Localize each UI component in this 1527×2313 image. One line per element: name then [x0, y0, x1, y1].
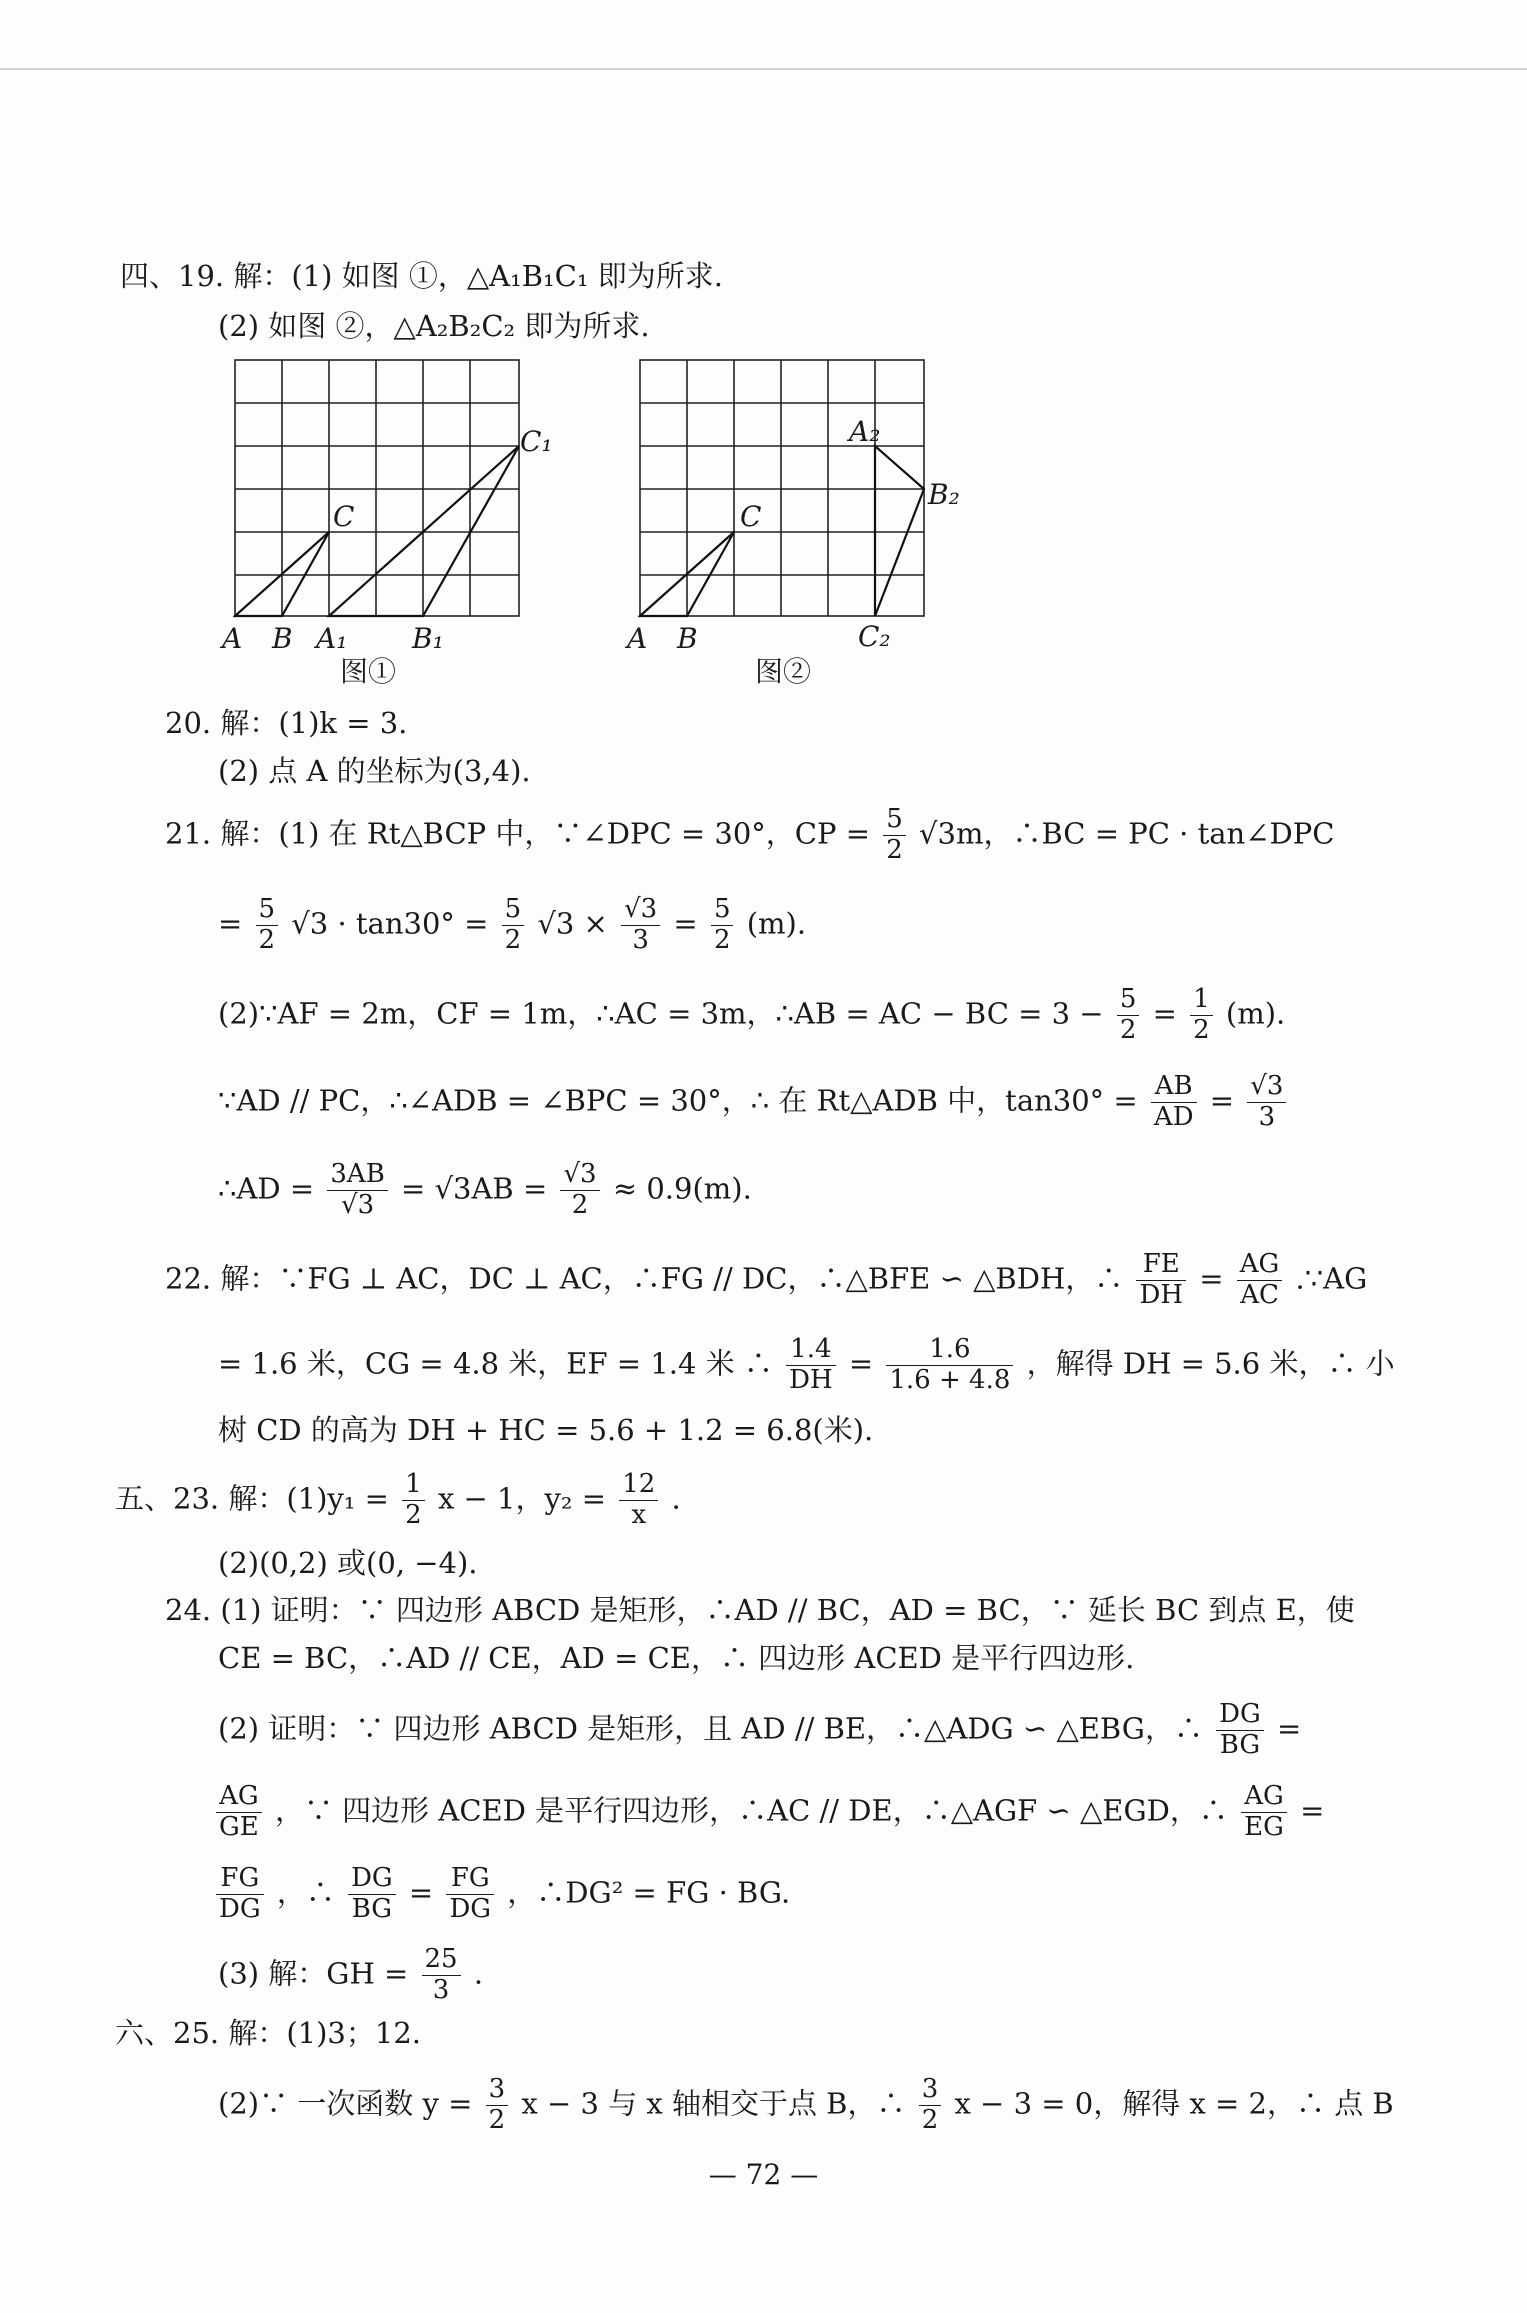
- q22-line2: = 1.6 米，CG = 4.8 米，EF = 1.4 米 ∴ $\frac{1.4}{DH}$ = $\frac{1.6}{1.6 + 4.8}$ ，解得 DH = 5.6 米，∴ 小: [218, 1334, 1395, 1395]
- q21-line2: = $\frac{5}{2}$ √3 · tan30° = $\frac{5}{2}$ √3 × $\frac{√3}{3}$ = $\frac{5}{2}$ (m).: [218, 894, 807, 955]
- fig2-label-a2: A₂: [849, 415, 881, 448]
- q24-line3: (2) 证明：∵ 四边形 ABCD 是矩形，且 AD // BE，∴△ADG ∽ △EBG，∴ $\frac{DG}{BG}$ =: [218, 1699, 1302, 1760]
- q19-part2: (2) 如图 ②，△A₂B₂C₂ 即为所求.: [218, 309, 650, 343]
- q22-line3: 树 CD 的高为 DH + HC = 5.6 + 1.2 = 6.8(米).: [218, 1413, 874, 1447]
- q24-line1: 24. (1) 证明：∵ 四边形 ABCD 是矩形，∴AD // BC，AD = BC，∵ 延长 BC 到点 E，使: [165, 1593, 1355, 1627]
- q25-line2: (2)∵ 一次函数 y = $\frac{3}{2}$ x − 3 与 x 轴相交于点 B，∴ $\frac{3}{2}$ x − 3 = 0，解得 x = 2，∴ 点 B: [218, 2074, 1394, 2135]
- fig2-label-b: B: [677, 622, 698, 655]
- fig1-label-c: C: [333, 500, 355, 533]
- q21-line3: (2)∵AF = 2m，CF = 1m，∴AC = 3m，∴AB = AC − BC = 3 − $\frac{5}{2}$ = $\frac{1}{2}$ (m).: [218, 984, 1286, 1045]
- fig1-label-c1: C₁: [520, 425, 553, 458]
- q21-line1: 21. 解：(1) 在 Rt△BCP 中，∵∠DPC = 30°，CP = $\frac{5}{2}$ √3m，∴BC = PC · tan∠DPC: [165, 804, 1335, 865]
- figure-2-grid: [638, 358, 928, 620]
- fig2-label-a: A: [627, 622, 648, 655]
- fig1-label-b1: B₁: [412, 622, 444, 655]
- q24-line5: $\frac{FG}{DG}$ ，∴ $\frac{DG}{BG}$ = $\frac{FG}{DG}$ ，∴DG² = FG · BG.: [212, 1864, 790, 1925]
- q19-heading: 四、19. 解：(1) 如图 ①，△A₁B₁C₁ 即为所求.: [120, 259, 723, 293]
- q20-line1: 20. 解：(1)k = 3.: [165, 706, 408, 740]
- fig1-caption: 图①: [340, 655, 397, 688]
- q21-line5: ∴AD = $\frac{3AB}{√3}$ = √3AB = $\frac{√3}{2}$ ≈ 0.9(m).: [218, 1159, 752, 1220]
- q21-line4: ∵AD // PC，∴∠ADB = ∠BPC = 30°，∴ 在 Rt△ADB 中，tan30° = $\frac{AB}{AD}$ = $\frac{√3}{3}$: [218, 1072, 1290, 1133]
- q24-line2: CE = BC，∴AD // CE，AD = CE，∴ 四边形 ACED 是平行四边形.: [218, 1641, 1135, 1675]
- fig1-label-b: B: [272, 622, 293, 655]
- q24-line6: (3) 解：GH = $\frac{25}{3}$ .: [218, 1944, 484, 2005]
- fig2-label-c: C: [740, 500, 762, 533]
- fig1-label-a: A: [222, 622, 243, 655]
- q20-line2: (2) 点 A 的坐标为(3,4).: [218, 754, 531, 788]
- figure-1-grid: [233, 358, 523, 620]
- q23-line1: 五、23. 解：(1)y₁ = $\frac{1}{2}$ x − 1，y₂ = $\frac{12}{x}$ .: [115, 1469, 681, 1530]
- fig2-caption: 图②: [755, 655, 812, 688]
- page-number: — 72 —: [708, 2158, 819, 2191]
- q24-line4: $\frac{AG}{GE}$ ，∵ 四边形 ACED 是平行四边形，∴AC // DE，∴△AGF ∽ △EGD，∴ $\frac{AG}{EG}$ =: [212, 1782, 1324, 1843]
- q22-line1: 22. 解：∵FG ⊥ AC，DC ⊥ AC，∴FG // DC，∴△BFE ∽ △BDH，∴ $\frac{FE}{DH}$ = $\frac{AG}{AC}$ .∵AG: [165, 1249, 1368, 1310]
- frac-5-2: $\frac{5}{2}$: [883, 805, 906, 866]
- fig1-label-a1: A₁: [316, 622, 348, 655]
- q25-line1: 六、25. 解：(1)3；12.: [115, 2016, 421, 2050]
- fig2-label-b2: B₂: [928, 478, 960, 511]
- fig2-label-c2: C₂: [858, 620, 891, 653]
- q23-line2: (2)(0,2) 或(0, −4).: [218, 1546, 478, 1580]
- top-rule: [0, 68, 1527, 70]
